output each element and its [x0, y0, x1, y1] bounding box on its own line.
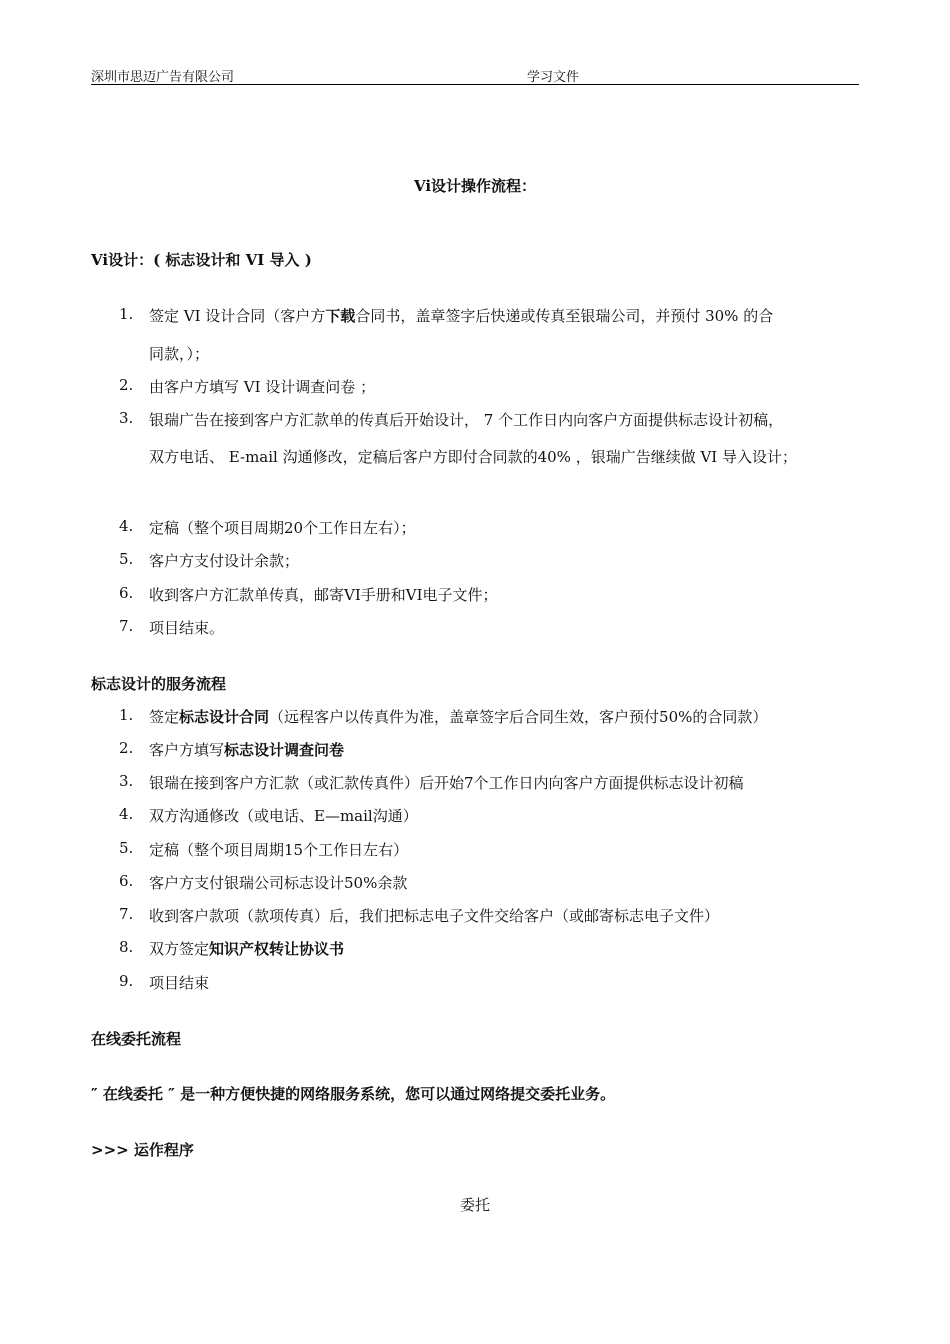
list-text: 双方沟通修改（或电话、E—mail沟通） — [149, 807, 418, 825]
list-text: 项目结束 — [149, 974, 210, 992]
list-number: 5. — [119, 839, 134, 857]
document-title: Vi设计操作流程： — [413, 177, 537, 195]
list-number: 6. — [119, 872, 134, 890]
list-number: 7. — [119, 617, 134, 635]
list-item-continuation: 同款，）； — [149, 345, 210, 363]
list-number: 3. — [119, 409, 134, 427]
list-number: 1. — [119, 706, 134, 724]
list-text: 项目结束。 — [149, 619, 225, 637]
list-text: 定稿（整个项目周期15个工作日左右） — [149, 841, 409, 859]
online-section-heading: 在线委托流程 — [91, 1030, 182, 1048]
list-text: 收到客户款项（款项传真）后，我们把标志电子文件交给客户（或邮寄标志电子文件） — [149, 907, 720, 925]
list-number: 7. — [119, 905, 134, 923]
list-text: 双方签定知识产权转让协议书 — [149, 940, 345, 958]
header-company: 深圳市思迈广告有限公司 — [91, 70, 235, 85]
procedure-heading: >>> 运作程序 — [91, 1141, 194, 1159]
list-number: 4. — [119, 517, 134, 535]
list-number: 2. — [119, 376, 134, 394]
procedure-step-label: 委托 — [459, 1196, 490, 1214]
list-number: 5. — [119, 550, 134, 568]
list-number: 4. — [119, 805, 134, 823]
list-text: 签定标志设计合同（远程客户以传真件为准，盖章签字后合同生效，客户预付50%的合同款） — [149, 708, 768, 726]
list-text: 签定 VI 设计合同（客户方下载合同书，盖章签字后快递或传真至银瑞公司，并预付 30% 的合 — [149, 307, 774, 325]
page-header — [91, 66, 859, 85]
list-text: 银瑞广告在接到客户方汇款单的传真后开始设计， 7 个工作日内向客户方面提供标志设计初稿， — [149, 411, 784, 429]
logo-contract-link[interactable]: 标志设计合同 — [179, 708, 270, 726]
list-number: 2. — [119, 739, 134, 757]
header-doc-type: 学习文件 — [527, 70, 580, 85]
list-text: 银瑞在接到客户方汇款（或汇款传真件）后开始7个工作日内向客户方面提供标志设计初稿 — [149, 774, 744, 792]
list-text: 客户方支付银瑞公司标志设计50%余款 — [149, 874, 408, 892]
logo-section-heading: 标志设计的服务流程 — [91, 675, 227, 693]
logo-questionnaire-link[interactable]: 标志设计调查问卷 — [224, 741, 345, 759]
list-text: 由客户方填写 VI 设计调查问卷 ； — [149, 378, 376, 396]
download-link-text[interactable]: 下载 — [325, 307, 356, 325]
list-number: 3. — [119, 772, 134, 790]
list-number: 8. — [119, 938, 134, 956]
online-section-description: ″ 在线委托 ″ 是一种方便快捷的网络服务系统，您可以通过网络提交委托业务。 — [91, 1085, 616, 1103]
list-text: 客户方填写标志设计调查问卷 — [149, 741, 345, 759]
vi-section-heading: Vi设计：( 标志设计和 VI 导入 ) — [91, 251, 312, 269]
list-item-continuation: 双方电话、 E-mail 沟通修改，定稿后客户方即付合同款的40% ，银瑞广告继续做 VI 导入设计； — [149, 448, 797, 466]
list-text: 定稿（整个项目周期20个工作日左右）； — [149, 519, 416, 537]
list-number: 9. — [119, 972, 134, 990]
list-number: 6. — [119, 584, 134, 602]
list-number: 1. — [119, 305, 134, 323]
ip-transfer-agreement-link[interactable]: 知识产权转让协议书 — [209, 940, 345, 958]
list-text: 客户方支付设计余款； — [149, 552, 300, 570]
list-text: 收到客户方汇款单传真，邮寄VI手册和VI电子文件； — [149, 586, 498, 604]
